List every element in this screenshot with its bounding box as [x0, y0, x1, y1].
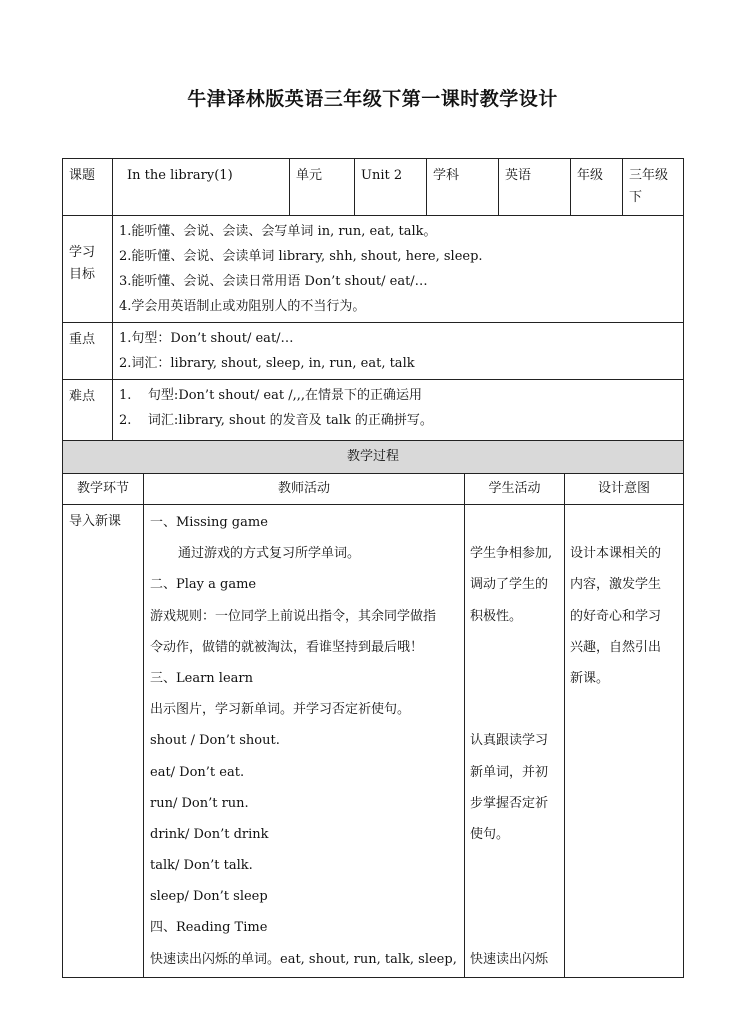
student-line: 学生争相参加, — [470, 546, 553, 562]
teaching-process-table — [62, 440, 684, 978]
teacher-line: 快速读出闪烁的单词。eat, shout, run, talk, sleep, — [150, 951, 457, 967]
design-line: 内容，激发学生 — [570, 577, 662, 593]
student-line — [470, 881, 559, 912]
student-line: 调动了学生的 — [470, 577, 549, 593]
info-row — [63, 159, 684, 216]
teacher-line: eat/ Don’t eat. — [150, 764, 245, 780]
student-line — [470, 632, 559, 663]
teacher-line: 出示图片，学习新单词。并学习否定祈使句。 — [150, 702, 411, 718]
column-header: 教师活动 — [144, 474, 465, 505]
teacher-line: shout / Don’t shout. — [150, 733, 280, 749]
student-line — [470, 507, 559, 538]
grade-value — [623, 159, 684, 216]
column-header: 设计意图 — [565, 474, 684, 505]
student-line — [470, 850, 559, 881]
stage-label: 导入新课 — [63, 505, 144, 978]
design-line: 设计本课相关的 — [570, 546, 662, 562]
column-header: 学生活动 — [465, 474, 565, 505]
design-line: 兴趣，自然引出 — [570, 639, 662, 655]
student-line — [470, 912, 559, 943]
key-point-item: 2.词汇：library, shout, sleep, in, run, eat, talk — [119, 356, 415, 371]
unit-value: Unit 2 — [355, 159, 427, 216]
key-points-list — [113, 323, 684, 380]
grade-value-line-2: 下 — [629, 190, 643, 205]
teacher-activity — [144, 505, 465, 978]
grade-label: 年级 — [571, 159, 623, 216]
key-points-row — [63, 323, 684, 380]
student-line: 使句。 — [470, 826, 510, 842]
design-line: 的好奇心和学习 — [570, 608, 662, 624]
difficulty-item: 1. 句型:Don’t shout/ eat /,,,在情景下的正确运用 — [119, 388, 422, 403]
student-line: 认真跟读学习 — [470, 733, 549, 749]
process-row-intro — [63, 505, 684, 978]
student-line: 新单词，并初 — [470, 764, 549, 780]
teacher-line: drink/ Don’t drink — [150, 826, 269, 842]
design-line: 新课。 — [570, 670, 610, 686]
objective-item: 3.能听懂、会说、会读日常用语 Don’t shout/ eat/… — [119, 274, 428, 289]
difficulties-label: 难点 — [63, 380, 113, 455]
document-title: 牛津译林版英语三年级下第一课时教学设计 — [187, 88, 558, 110]
objective-item: 1.能听懂、会说、会读、会写单词 in, run, eat, talk。 — [119, 224, 437, 239]
design-line — [570, 507, 678, 538]
objectives-label-line-2: 目标 — [69, 267, 96, 282]
student-activity — [465, 505, 565, 978]
objective-item: 4.学会用英语制止或劝阻别人的不当行为。 — [119, 299, 366, 314]
student-line: 快速读出闪烁 — [470, 951, 549, 967]
student-line — [470, 663, 559, 694]
subject-label: 学科 — [427, 159, 499, 216]
teacher-line: talk/ Don’t talk. — [150, 858, 253, 874]
teacher-line: 二、Play a game — [150, 577, 257, 593]
key-point-item: 1.句型：Don’t shout/ eat/… — [119, 331, 294, 346]
student-line — [470, 694, 559, 725]
teacher-line: 三、Learn learn — [150, 670, 253, 686]
design-intent — [565, 505, 684, 978]
column-header: 教学环节 — [63, 474, 144, 505]
process-heading: 教学过程 — [63, 441, 684, 474]
student-line: 积极性。 — [470, 608, 523, 624]
key-points-label: 重点 — [63, 323, 113, 380]
unit-label: 单元 — [290, 159, 355, 216]
process-heading-row — [63, 441, 684, 474]
teacher-line: 游戏规则：一位同学上前说出指令，其余同学做指 — [150, 608, 437, 624]
topic-label: 课题 — [63, 159, 113, 216]
topic-value: In the library(1) — [113, 159, 290, 216]
teacher-line: 令动作，做错的就被淘汰，看谁坚持到最后哦！ — [150, 639, 424, 655]
teacher-line: 四、Reading Time — [150, 920, 268, 936]
objectives-label — [63, 216, 113, 323]
student-line: 步掌握否定祈 — [470, 795, 549, 811]
objective-item: 2.能听懂、会说、会读单词 library, shh, shout, here, sleep. — [119, 249, 483, 264]
objectives-label-line-1: 学习 — [69, 245, 96, 260]
teacher-line: sleep/ Don’t sleep — [150, 889, 268, 905]
difficulty-item: 2. 词汇:library, shout 的发音及 talk 的正确拼写。 — [119, 413, 433, 428]
objectives-row — [63, 216, 684, 323]
teacher-line: run/ Don’t run. — [150, 795, 249, 811]
subject-value: 英语 — [499, 159, 571, 216]
objectives-list — [113, 216, 684, 323]
process-header-row — [63, 474, 684, 505]
grade-value-line-1: 三年级 — [629, 168, 669, 183]
lesson-info-table — [62, 158, 684, 455]
teacher-line: 一、Missing game — [150, 515, 268, 530]
teacher-line: 通过游戏的方式复习所学单词。 — [178, 546, 361, 562]
